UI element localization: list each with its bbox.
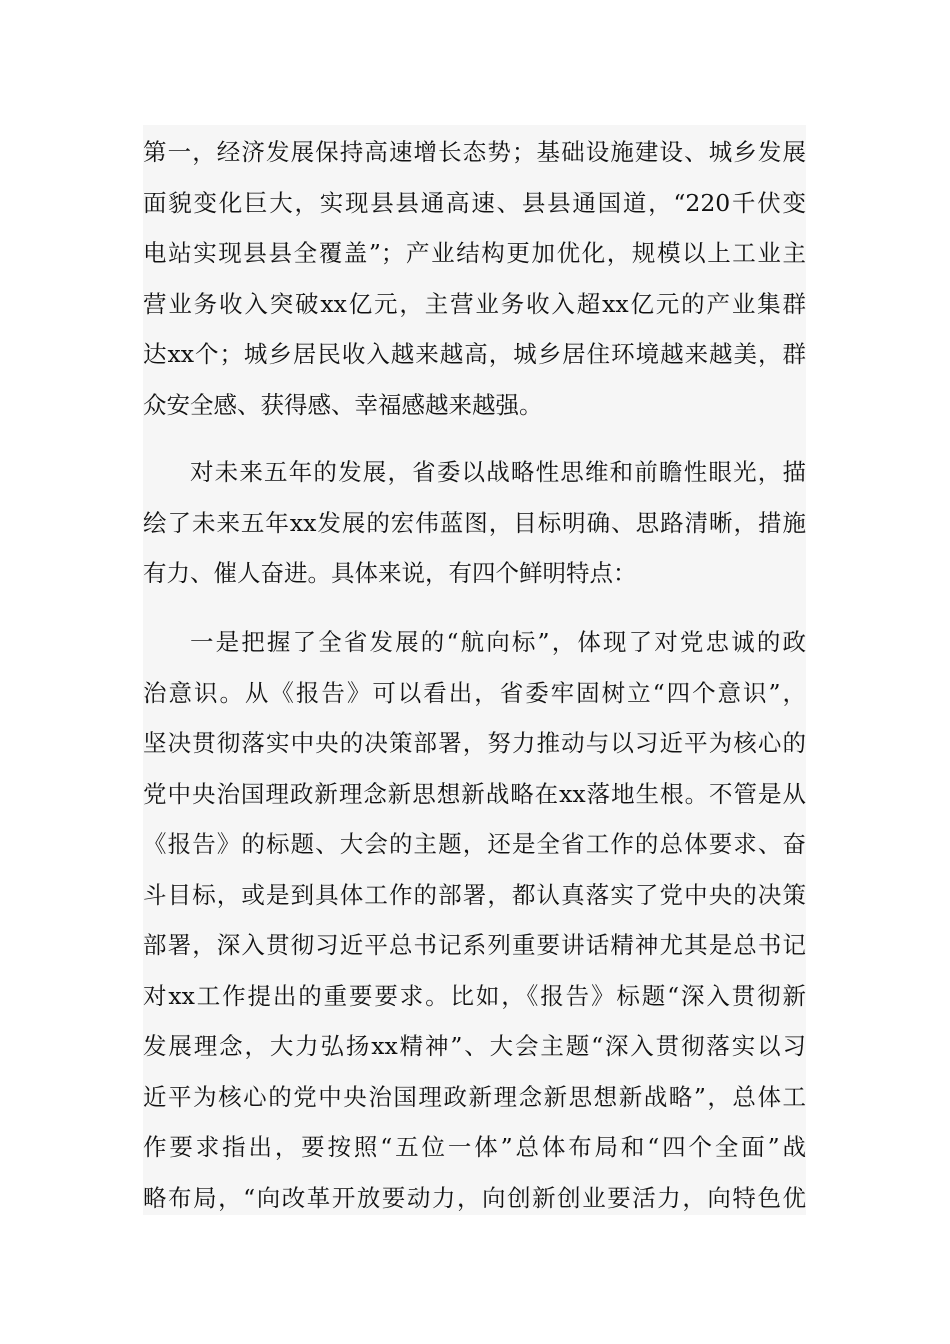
text-line: 部署，深入贯彻习近平总书记系列重要讲话精神尤其是总书记 <box>143 931 806 959</box>
text-line: 《报告》的标题、大会的主题，还是全省工作的总体要求、奋 <box>143 830 806 858</box>
text-line: 电站实现县县全覆盖”；产业结构更加优化，规模以上工业主 <box>143 239 806 267</box>
text-line: 治意识。从《报告》可以看出，省委牢固树立“四个意识”， <box>143 678 806 707</box>
text-line: 略布局，“向改革开放要动力，向创新创业要活力，向特色优 <box>143 1183 806 1212</box>
text-line: 一是把握了全省发展的“航向标”，体现了对党忠诚的政 <box>190 628 806 656</box>
text-line: 作要求指出，要按照“五位一体”总体布局和“四个全面”战 <box>143 1133 806 1161</box>
text-line: 第一，经济发展保持高速增长态势；基础设施建设、城乡发展 <box>143 138 806 166</box>
text-line: 营业务收入突破xx亿元，主营业务收入超xx亿元的产业集群 <box>143 289 806 318</box>
paragraph-future-five-years <box>143 447 806 599</box>
text-line: 有力、催人奋进。具体来说，有四个鲜明特点： <box>143 559 637 587</box>
text-line: 近平为核心的党中央治国理政新理念新思想新战略”，总体工 <box>143 1082 806 1111</box>
text-line: 对未来五年的发展，省委以战略性思维和前瞻性眼光，描 <box>190 458 806 486</box>
text-line: 坚决贯彻落实中央的决策部署，努力推动与以习近平为核心的 <box>143 729 806 757</box>
text-line: 面貌变化巨大，实现县县通高速、县县通国道，“220千伏变 <box>143 188 806 217</box>
text-line: 斗目标，或是到具体工作的部署，都认真落实了党中央的决策 <box>143 880 806 909</box>
document-text-block <box>143 125 806 1215</box>
paragraph-economic-development <box>143 127 806 430</box>
text-line: 党中央治国理政新理念新思想新战略在xx落地生根。不管是从 <box>143 779 806 808</box>
text-line: 达xx个；城乡居民收入越来越高，城乡居住环境越来越美，群 <box>143 340 806 368</box>
text-line: 绘了未来五年xx发展的宏伟蓝图，目标明确、思路清晰，措施 <box>143 508 806 537</box>
text-line: 众安全感、获得感、幸福感越来越强。 <box>143 390 543 419</box>
text-line: 发展理念，大力弘扬xx精神”、大会主题“深入贯彻落实以习 <box>143 1032 806 1060</box>
text-line: 对xx工作提出的重要要求。比如，《报告》标题“深入贯彻新 <box>143 981 806 1010</box>
paragraph-first-feature <box>143 617 806 1223</box>
